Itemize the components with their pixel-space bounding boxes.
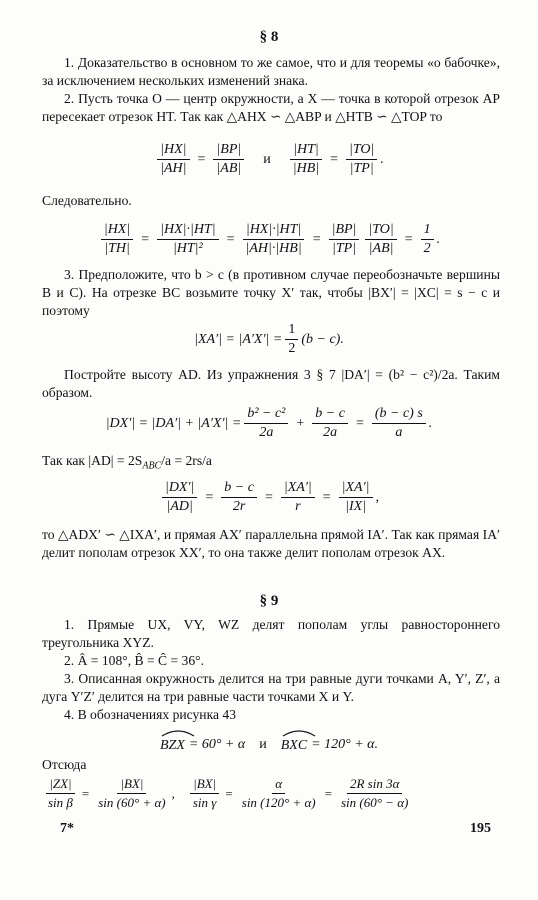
equation-4: |DX′| = |DA′| + |A′X′| = $\frac{\text{b² − c²}}{2a}$ + $\frac{b - c}{2a}$ = $\frac{(b - c) s}{a}$ . [105, 406, 433, 440]
sec9-paragraph-4: 4. В обозначениях рисунка 43 [64, 707, 236, 722]
eq5-frac1-den: |AD| [166, 499, 193, 514]
p5-text: Так как |AD| = 2S [42, 453, 143, 468]
page-number: 195 [470, 821, 491, 836]
sec8-consequently: Следовательно. [42, 193, 132, 208]
p5-text-end: /a = 2rs/a [161, 453, 212, 468]
eq1-and: и [263, 151, 271, 167]
sec9-paragraph-1: 1. Прямые UX, VY, WZ делят пополам углы равностороннего треугольника XYZ. [42, 617, 500, 650]
eq2-frac-b-num: |HX|·|HT| [157, 222, 218, 240]
eq1-frac1-num: |HX| [157, 142, 189, 160]
section-9-title: § 9 [259, 593, 279, 609]
eq4-lhs: |DX′| = |DA′| + |A′X′| = [105, 415, 242, 431]
signature-mark: 7* [60, 821, 74, 836]
sec8-paragraph-6: то △ADX′ ∽ △IXA′, и прямая AX′ параллельна прямой IA′. Так как прямая IA′ делит пополам отрезок XX′, то она также делит пополам отрезок AX. [42, 527, 500, 560]
sec8-paragraph-4: Постройте высоту AD. Из упражнения 3 § 7 |DA′| = (b² − c²)/2a. Таким образом. [42, 367, 500, 400]
equation-5: $\frac{|DX'|}{|AD|}$ = $\frac{b - c}{2r}$ = $\frac{|XA'|}{r}$ = $\frac{|XA'|}{|IX|}$ , [0, 480, 538, 515]
equation-6 [0, 734, 538, 755]
eq5-frac2-num: b − c [221, 480, 257, 498]
sec9-hence: Отсюда [42, 757, 87, 772]
eq7-frac3-den: sin γ [192, 795, 217, 810]
eq3-lhs: |XA′| = |A′X′| = [194, 331, 283, 347]
eq6-arc1: BZX [159, 738, 185, 753]
eq2-frac-c-den: |AH|·|HB| [245, 241, 302, 256]
eq7-frac2-den: sin (60° + α) [98, 795, 166, 810]
eq4-frac2-den: 2a [323, 425, 338, 440]
eq5-frac1-num: |DX′| [162, 480, 197, 498]
eq7-frac5-den: sin (60° − α) [340, 795, 409, 810]
eq7-frac1-num: |ZX| [46, 776, 74, 794]
eq1-frac4-num: |TO| [346, 142, 377, 160]
eq1-frac4-den: |TP| [349, 161, 374, 176]
eq7-frac1-den: sin β [48, 795, 73, 810]
eq7-frac2-num: |BX| [117, 776, 146, 794]
eq7-frac3-num: |BX| [190, 776, 219, 794]
sec9-paragraph-3: 3. Описанная окружность делится на три равные дуги точками A, Y′, Z′, а дуга Y′Z′ делится на три равные части точками X и Y. [42, 671, 500, 704]
eq5-frac3-den: r [295, 499, 301, 514]
eq1-frac2-den: |AB| [216, 161, 242, 176]
eq3-rhs: (b − c). [301, 331, 344, 347]
eq2-result-den: 2 [423, 241, 431, 256]
section-8-title: § 8 [259, 29, 279, 45]
eq2-frac-d1-den: |TP| [331, 241, 357, 256]
eq4-frac2-num: b − c [312, 406, 348, 424]
eq5-frac2-den: 2r [232, 499, 246, 514]
eq5-frac3-num: |XA′| [281, 480, 315, 498]
eq1-frac2-num: |BP| [213, 142, 244, 160]
eq3-num: 1 [285, 322, 298, 340]
sec8-paragraph-2: 2. Пусть точка O — центр окружности, а X — точка в которой отрезок AP пересекает отрезок HT. Так как △AHX ∽ △ABP и △HTB ∽ △TOP то [42, 91, 500, 124]
arc-symbol-icon [160, 728, 196, 737]
eq1-frac1-den: |AH| [160, 161, 187, 176]
eq2-frac-a-den: |TH| [104, 241, 130, 256]
equation-2: $\frac{|HX|}{|TH|}$ = $\frac{|HX|\cdot|HT|}{\text{|HT|²}}$ = $\frac{|HX|\cdot|HT|}{|AH|\cdot|HB|}$ = $\frac{|BP|}{|TP|}$ $\frac{|TO|}{|AB|}$ = $\frac{1}{2}$ . [0, 222, 538, 257]
eq7-frac5-num: 2R sin 3α [347, 776, 402, 794]
eq6-value1: = 60° + α [188, 736, 246, 752]
sec9-paragraph-2: 2. Â = 108°, B̂ = Ĉ = 36°. [64, 653, 204, 668]
eq7-frac4-num: α [272, 776, 285, 794]
eq4-frac1-den: 2a [259, 425, 274, 440]
eq2-result-num: 1 [421, 222, 434, 240]
eq6-arc2: BXC [280, 738, 308, 753]
eq2-frac-b-den: |HT|² [172, 241, 203, 256]
sec8-paragraph-5 [42, 452, 500, 476]
eq5-frac4-num: |XA′| [339, 480, 373, 498]
eq6-and: и [259, 736, 267, 752]
eq6-value2: = 120° + α. [311, 736, 379, 752]
p5-subscript: ABC [142, 460, 162, 472]
equation-7: $\frac{|ZX|}{\text{sin β}}$ = $\frac{|BX|}{\sin (60^\circ + \alpha)}$ , $\frac{|BX|}{\text{sin γ}}$ = $\frac{\alpha}{\sin (120^\circ + \alpha)}$ = $\frac{\text{2R sin 3α}}{\sin (60^\circ - \alpha)}$ [0, 776, 538, 811]
eq2-frac-d2-num: |TO| [365, 222, 396, 240]
eq2-frac-d1-num: |BP| [329, 222, 360, 240]
eq1-frac3-den: |HB| [292, 161, 320, 176]
sec8-paragraph-1: 1. Доказательство в основном то же самое, что и для теоремы «о бабочке», за исключением нескольких изменений знака. [42, 55, 500, 88]
eq2-frac-c-num: |HX|·|HT| [243, 222, 304, 240]
eq4-frac1-num: b² − c² [244, 406, 288, 424]
arc-symbol-icon [281, 728, 317, 737]
equation-3 [0, 322, 538, 357]
eq2-frac-a-num: |HX| [101, 222, 133, 240]
sec8-paragraph-3: 3. Предположите, что b > c (в противном случае переобозначьте вершины B и C). На отрезке BC возьмите точку X′ так, чтобы |BX′| = |XC| = s − c и поэтому [42, 267, 500, 318]
eq1-frac3-num: |HT| [290, 142, 322, 160]
equation-1: $\frac{|HX|}{|AH|}$ = $\frac{|BP|}{|AB|}$ и $\frac{|HT|}{|HB|}$ = $\frac{|TO|}{|TP|}$ . [0, 142, 538, 177]
eq5-frac4-den: |IX| [345, 499, 367, 514]
eq3-den: 2 [288, 341, 296, 356]
eq7-frac4-den: sin (120° + α) [241, 795, 316, 810]
eq4-frac3-num: (b − c) s [372, 406, 426, 424]
eq2-frac-d2-den: |AB| [368, 241, 394, 256]
eq4-frac3-den: a [395, 425, 403, 440]
